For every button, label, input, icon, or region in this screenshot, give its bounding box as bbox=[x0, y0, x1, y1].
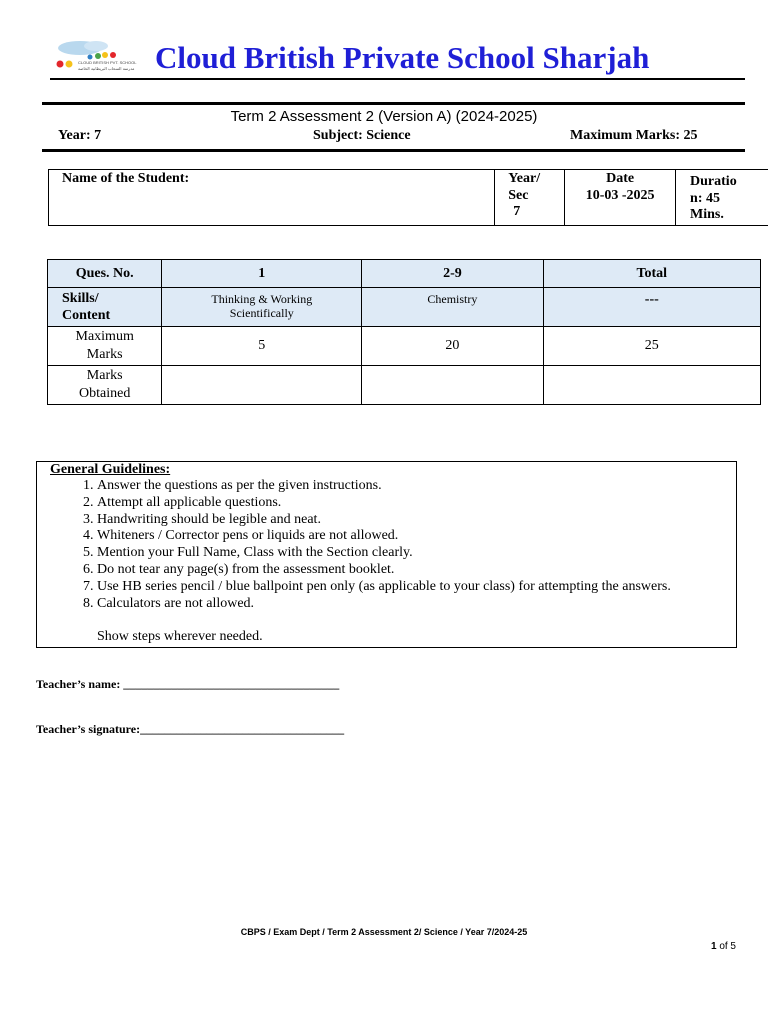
marks-label: Marks bbox=[86, 347, 123, 362]
table-row bbox=[48, 366, 761, 405]
page-of: of 5 bbox=[719, 941, 736, 952]
table-row bbox=[48, 260, 761, 288]
date-value: 10-03 -2025 bbox=[585, 187, 655, 203]
school-logo bbox=[50, 40, 154, 76]
date-label: Date bbox=[606, 171, 635, 186]
top-rule bbox=[42, 102, 745, 105]
skills-label: Skills/ bbox=[62, 291, 99, 306]
content-label: Content bbox=[62, 308, 111, 323]
obtained-q1-cell[interactable] bbox=[162, 366, 362, 405]
ques-1-header: 1 bbox=[162, 260, 362, 288]
obtained-total-cell[interactable] bbox=[543, 366, 760, 405]
school-name: Cloud British Private School Sharjah bbox=[155, 40, 650, 75]
general-guidelines-box bbox=[36, 461, 737, 648]
obtained-q2-9-cell[interactable] bbox=[362, 366, 543, 405]
list-item: 4. Whiteners / Corrector pens or liquids are not allowed. bbox=[97, 528, 717, 545]
bottom-rule bbox=[42, 149, 745, 152]
teacher-name-field[interactable]: Teacher’s name: ____________________________________ bbox=[36, 677, 340, 691]
svg-text:CLOUD BRITISH PVT. SCHOOL: CLOUD BRITISH PVT. SCHOOL bbox=[78, 60, 137, 65]
list-item: 2. Attempt all applicable questions. bbox=[97, 495, 717, 512]
teacher-signature-field[interactable]: Teacher’s signature:__________________________________ bbox=[36, 722, 345, 736]
maximum-label: Maximum bbox=[75, 329, 134, 344]
exam-year: Year: 7 bbox=[58, 128, 102, 143]
date-cell bbox=[565, 170, 676, 226]
obtained-label-1: Marks bbox=[86, 368, 123, 383]
page-current: 1 bbox=[710, 941, 717, 952]
table-row bbox=[48, 288, 761, 327]
guidelines-list bbox=[37, 478, 717, 612]
max-marks-q2-9: 20 bbox=[362, 327, 543, 366]
year-sec-value: 7 bbox=[513, 204, 521, 219]
list-item: 6. Do not tear any page(s) from the assessment booklet. bbox=[97, 562, 717, 579]
duration-line-1: Duratio bbox=[690, 174, 737, 189]
student-name-cell[interactable] bbox=[49, 170, 495, 226]
skill-line-2: Scientifically bbox=[229, 306, 294, 320]
svg-text:مدرسة السحاب البريطانية الخاصة: مدرسة السحاب البريطانية الخاصة bbox=[78, 66, 135, 71]
list-item: 7. Use HB series pencil / blue ballpoint pen only (as applicable to your class) for attempting the answers. bbox=[97, 579, 717, 596]
total-header: Total bbox=[543, 260, 760, 288]
year-sec-label-1: Year/ bbox=[508, 171, 541, 186]
header-divider bbox=[50, 78, 745, 80]
table-row bbox=[48, 327, 761, 366]
list-item: 3. Handwriting should be legible and neat. bbox=[97, 512, 717, 529]
guidelines-title: General Guidelines: bbox=[50, 462, 171, 477]
exam-subject: Subject: Science bbox=[313, 128, 411, 143]
skill-total-dash: --- bbox=[543, 288, 760, 327]
list-item: 8. Calculators are not allowed. bbox=[97, 596, 717, 613]
skill-line-1: Thinking & Working bbox=[211, 292, 313, 306]
guidelines-extra-note: Show steps wherever needed. bbox=[97, 629, 263, 644]
student-name-label: Name of the Student: bbox=[62, 171, 190, 186]
skills-content-label bbox=[48, 288, 162, 327]
duration-line-3: Mins. bbox=[690, 207, 724, 222]
footer-text: CBPS / Exam Dept / Term 2 Assessment 2/ Science / Year 7/2024-25 bbox=[240, 927, 528, 937]
maximum-marks-label bbox=[48, 327, 162, 366]
max-marks-q1: 5 bbox=[162, 327, 362, 366]
duration-line-2: n: 45 bbox=[690, 190, 720, 206]
exam-title: Term 2 Assessment 2 (Version A) (2024-2025) bbox=[230, 108, 538, 125]
skill-thinking-working bbox=[162, 288, 362, 327]
ques-no-header: Ques. No. bbox=[48, 260, 162, 288]
duration-cell bbox=[676, 170, 768, 226]
exam-max-marks: Maximum Marks: 25 bbox=[570, 128, 698, 143]
marks-table bbox=[47, 259, 761, 405]
list-item: 1. Answer the questions as per the given instructions. bbox=[97, 478, 717, 495]
skill-chemistry: Chemistry bbox=[362, 288, 543, 327]
year-sec-cell[interactable] bbox=[495, 170, 565, 226]
list-item: 5. Mention your Full Name, Class with the Section clearly. bbox=[97, 545, 717, 562]
max-marks-total: 25 bbox=[543, 327, 760, 366]
obtained-label-2: Obtained bbox=[79, 386, 131, 401]
ques-2-9-header: 2-9 bbox=[362, 260, 543, 288]
marks-obtained-label bbox=[48, 366, 162, 405]
student-info-table bbox=[48, 169, 768, 226]
year-sec-label-2: Sec bbox=[508, 187, 529, 203]
page-number bbox=[711, 941, 736, 952]
